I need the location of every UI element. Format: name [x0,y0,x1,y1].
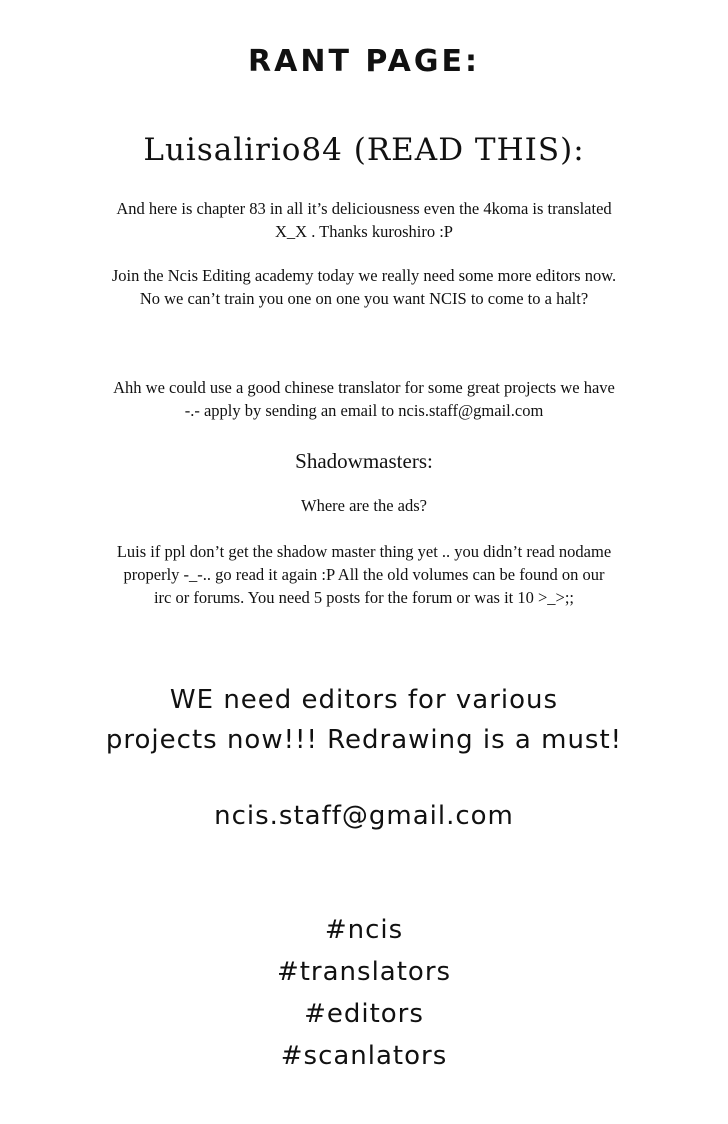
shadowmasters-body: Luis if ppl don’t get the shadow master thing yet .. you didn’t read nodame properly -_-.. go read it again :P All the old volumes can be found on our irc or forums. You need 5 posts for the forum or was it 10 >_>;; [116,542,612,607]
shadowmasters-question: Where are the ads? [301,496,427,515]
page-subtitle: Luisalirio84 (READ THIS): [143,132,585,168]
recruit-message: WE need editors for various projects now!!! Redrawing is a must! [105,685,623,755]
irc-channel: #ncis [324,915,404,945]
shadowmasters-heading: Shadowmasters: [295,449,433,473]
irc-channel: #editors [304,999,424,1029]
recruit-email: ncis.staff@gmail.com [214,801,514,831]
irc-channel-list [0,909,728,1077]
irc-channel: #translators [276,957,452,987]
page-title: RANT PAGE: [248,44,480,79]
paragraph-chapter-note: And here is chapter 83 in all it’s deliciousness even the 4koma is translated X_X . Thanks kuroshiro :P [116,199,612,241]
paragraph-editing-academy: Join the Ncis Editing academy today we really need some more editors now. No we can’t train you one on one you want NCIS to come to a halt? [111,266,617,308]
paragraph-translator-request: Ahh we could use a good chinese translator for some great projects we have -.- apply by sending an email to ncis.staff@gmail.com [113,378,615,420]
irc-channel: #scanlators [280,1041,448,1071]
